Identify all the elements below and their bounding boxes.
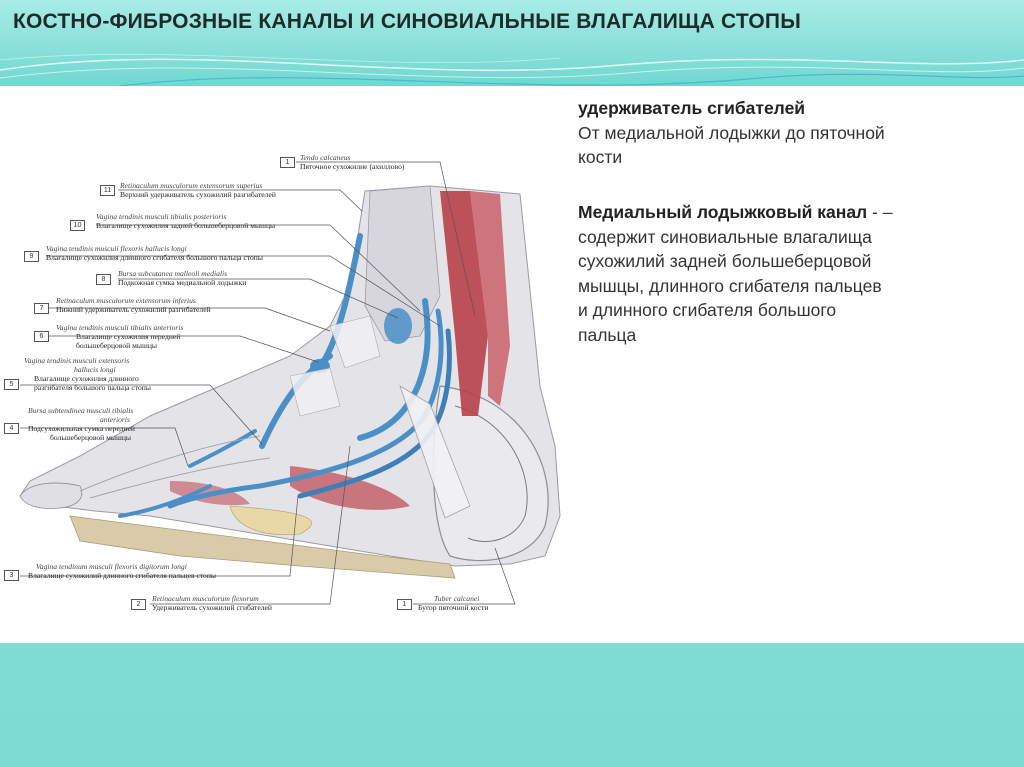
medial-canal-heading: Медиальный лодыжковый канал (578, 202, 868, 222)
label-2-russian: Удерживатель сухожилий сгибателей (152, 603, 272, 612)
label-6-russian-line2: большеберцовой мышцы (76, 341, 158, 350)
label-number-3: 3 (4, 570, 19, 581)
label-10 (96, 212, 275, 230)
medial-canal-line5: пальца (578, 324, 637, 345)
label-1-russian: Бугор пяточной кости (418, 603, 489, 612)
label-9 (46, 244, 263, 262)
label-number-2: 2 (131, 599, 146, 610)
description-panel (566, 86, 1024, 643)
medial-canal-dash: - – (867, 202, 893, 222)
label-4-latin-line2: anterioris (100, 415, 130, 424)
label-4 (28, 406, 135, 442)
label-12 (300, 153, 404, 171)
label-6 (56, 323, 183, 350)
label-number-4: 4 (4, 423, 19, 434)
label-4-russian-line1: Подсухожильная сумка передней (28, 424, 135, 433)
label-8-russian: Подкожная сумка медиальной лодыжки (118, 278, 247, 287)
label-5-latin-line2: hallucis longi (74, 365, 116, 374)
label-2 (152, 594, 272, 612)
label-5-russian-line1: Влагалище сухожилия длинного (34, 374, 139, 383)
label-1-latin: Tuber calcanei (434, 594, 480, 603)
label-1 (418, 594, 488, 612)
label-5-russian-line2: разгибателя большого пальца стопы (34, 383, 151, 392)
label-number-6: 6 (34, 331, 49, 342)
label-number-7: 7 (34, 303, 49, 314)
label-12-latin: Tendo calcaneus (300, 153, 351, 162)
label-number-11: 11 (100, 185, 115, 196)
label-6-latin: Vagina tendinis musculi tibialis anterioris (56, 323, 184, 332)
slide-title: КОСТНО-ФИБРОЗНЫЕ КАНАЛЫ И СИНОВИАЛЬНЫЕ ВЛАГАЛИЩА СТОПЫ (13, 10, 801, 33)
medial-canal-line4: и длинного сгибателя большого (578, 300, 837, 320)
medial-canal-line2: сухожилий задней большеберцовой (578, 251, 872, 271)
label-11-latin: Retinaculum musculorum extensorum superius (120, 181, 263, 190)
label-4-russian-line2: большеберцовой мышцы (50, 433, 132, 442)
label-11-russian: Верхний удерживатель сухожилий разгибателей (120, 190, 276, 199)
label-number-1: 1 (397, 599, 412, 610)
label-8 (118, 269, 246, 287)
label-7 (56, 296, 211, 314)
label-10-latin: Vagina tendinis musculi tibialis posterioris (96, 212, 227, 221)
retinaculum-heading: удерживатель сгибателей (578, 98, 806, 118)
label-5-latin-line1: Vagina tendinis musculi extensoris (24, 356, 130, 365)
label-2-latin: Retinaculum musculorum flexorum (152, 594, 259, 603)
label-7-russian: Нижний удерживатель сухожилий разгибателей (56, 305, 211, 314)
label-8-latin: Bursa subcutanea malleoli medialis (118, 269, 228, 278)
label-12-russian: Пяточное сухожилие (ахиллово) (300, 162, 405, 171)
label-3 (28, 562, 216, 580)
label-11 (120, 181, 276, 199)
medial-canal-line1: содержит синовиальные влагалища (578, 226, 872, 247)
medial-canal-line3: мышцы, длинного сгибателя пальцев (578, 275, 882, 296)
label-9-russian: Влагалище сухожилия длинного сгибателя большого пальца стопы (46, 253, 263, 262)
title-bar (0, 0, 1024, 88)
label-number-10: 10 (70, 220, 85, 231)
label-6-russian-line1: Влагалище сухожилия передней (76, 332, 181, 341)
label-number-8: 8 (96, 274, 111, 285)
label-number-12: 1 (280, 157, 295, 168)
anatomy-figure-panel (0, 86, 566, 643)
label-9-latin: Vagina tendinis musculi flexoris hallucis longi (46, 244, 187, 253)
retinaculum-description (578, 96, 998, 170)
label-7-latin: Retinaculum musculorum extensorum inferius (56, 296, 196, 305)
label-5 (24, 356, 151, 392)
label-4-latin-line1: Bursa subtendinea musculi tibialis (28, 406, 134, 415)
label-3-russian: Влагалище сухожилий длинного сгибателя пальцев стопы (28, 571, 216, 580)
label-number-9: 9 (24, 251, 39, 262)
retinaculum-line1: От медиальной лодыжки до пяточной (578, 122, 885, 143)
medial-canal-description (578, 200, 998, 347)
label-10-russian: Влагалище сухожилия задней большеберцовой мышцы (96, 221, 276, 230)
label-3-latin: Vagina tendinum musculi flexoris digitorum longi (36, 562, 187, 571)
retinaculum-line2: кости (578, 147, 623, 167)
label-number-5: 5 (4, 379, 19, 390)
